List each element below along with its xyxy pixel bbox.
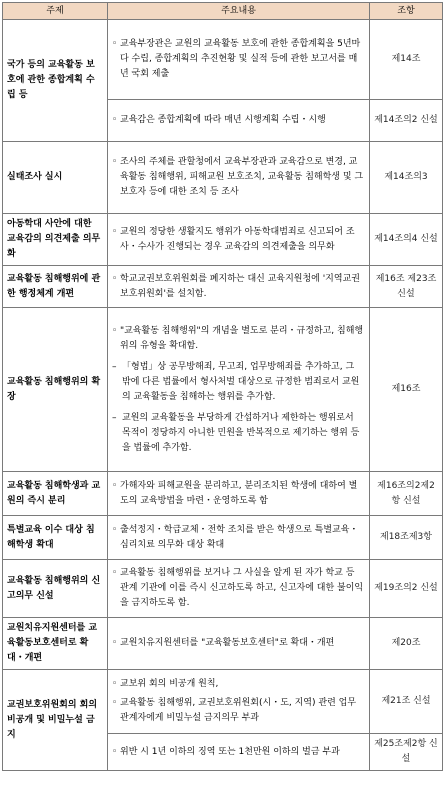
article-cell: 제16조 [370, 308, 443, 472]
topic-cell: 교육활동 침해행위의 확장 [3, 308, 108, 472]
content-cell: ◦ 위반 시 1년 이하의 징역 또는 1천만원 이하의 벌금 부과 [108, 734, 370, 771]
topic-cell: 특별교육 이수 대상 침해학생 확대 [3, 516, 108, 560]
table-row [3, 560, 443, 618]
content-text: 가해자와 피해교원을 분리하고, 분리조치된 학생에 대하여 별도의 교육방법을 마련・운영하도록 함 [120, 480, 358, 506]
article-cell: 제25조제2항 신설 [370, 734, 443, 771]
topic-cell: 국가 등의 교육활동 보호에 관한 종합계획 수립 등 [3, 20, 108, 142]
content-cell: ◦ 학교교권보호위원회를 폐지하는 대신 교육지원청에 '지역교권보호위원회'를 설치함. [108, 266, 370, 308]
table-row [3, 670, 443, 734]
content-text: 교원의 정당한 생활지도 행위가 아동학대범죄로 신고되어 조사・수사가 진행되는 경우 교육감의 의견제출을 의무화 [120, 226, 355, 252]
header-content: 주요내용 [108, 3, 370, 20]
content-cell: ◦ 교원의 정당한 생활지도 행위가 아동학대범죄로 신고되어 조사・수사가 진행되는 경우 교육감의 의견제출을 의무화 [108, 214, 370, 266]
content-text: 위반 시 1년 이하의 징역 또는 1천만원 이하의 벌금 부과 [120, 746, 340, 757]
article-cell: 제19조의2 신설 [370, 560, 443, 618]
content-text: 출석정지・학급교체・전학 조치를 받은 학생으로 특별교육・심리치료 의무화 대상 확대 [120, 524, 359, 550]
topic-cell: 실태조사 실시 [3, 142, 108, 214]
content-text: 교원치유지원센터를 "교육활동보호센터"로 확대・개편 [120, 638, 335, 648]
content-text: 교보위 회의 비공개 원칙, [120, 679, 219, 689]
content-text: 학교교권보호위원회를 폐지하는 대신 교육지원청에 '지역교권보호위원회'를 설치함. [120, 273, 360, 299]
content-text: 교육활동 침해행위를 보거나 그 사실을 알게 된 자가 학교 등 관계 기관에 이를 즉시 신고하도록 하고, 신고자에 대한 불이익을 금지하도록 함. [120, 568, 364, 608]
article-cell: 제14조 [370, 20, 443, 100]
content-text: 교육부장관은 교원의 교육활동 보호에 관한 종합계획을 5년마다 수립, 종합계획의 추진현황 및 실적 등에 관한 보고서를 매년 국회 제출 [120, 39, 361, 79]
topic-cell: 교육활동 침해학생과 교원의 즉시 분리 [3, 472, 108, 516]
table-row [3, 20, 443, 100]
content-cell: ◦ 출석정지・학급교체・전학 조치를 받은 학생으로 특별교육・심리치료 의무화 대상 확대 [108, 516, 370, 560]
table-row [3, 214, 443, 266]
content-cell: ◦ 교보위 회의 비공개 원칙, ◦ 교육활동 침해행위, 교권보호위원회(시・도, 지역) 관련 업무 관계자에게 비밀누설 금지의무 부과 [108, 670, 370, 734]
sub-item-text: 「형법」상 공무방해죄, 무고죄, 업무방해죄를 추가하고, 그 밖에 다른 법률에서 형사처벌 대상으로 규정한 범죄로서 교원의 교육활동을 침해하는 행위를 추가함. [122, 361, 360, 402]
sub-item-text: 교원의 교육활동을 부당하게 간섭하거나 제한하는 행위로서 목적이 정당하지 아니한 민원을 반복적으로 제기하는 행위 등을 법률에 추가함. [122, 412, 360, 453]
content-text: 조사의 주체를 관할청에서 교육부장관과 교육감으로 변경, 교육활동 침해행위, 피해교원 보호조치, 교육활동 침해학생 및 그 보호자 등에 대한 조치 등 조사 [120, 157, 364, 197]
content-text: 교육감은 종합계획에 따라 매년 시행계획 수립・시행 [120, 115, 326, 125]
content-cell: ◦ 조사의 주체를 관할청에서 교육부장관과 교육감으로 변경, 교육활동 침해행위, 피해교원 보호조치, 교육활동 침해학생 및 그 보호자 등에 대한 조치 등 조사 [108, 142, 370, 214]
content-cell: ◦ 교육부장관은 교원의 교육활동 보호에 관한 종합계획을 5년마다 수립, 종합계획의 추진현황 및 실적 등에 관한 보고서를 매년 국회 제출 [108, 20, 370, 100]
table-row [3, 266, 443, 308]
content-cell: ◦ 교육활동 침해행위를 보거나 그 사실을 알게 된 자가 학교 등 관계 기관에 이를 즉시 신고하도록 하고, 신고자에 대한 불이익을 금지하도록 함. [108, 560, 370, 618]
header-topic: 주제 [3, 3, 108, 20]
topic-cell: 교육활동 침해행위의 신고의무 신설 [3, 560, 108, 618]
content-cell: ◦ 가해자와 피해교원을 분리하고, 분리조치된 학생에 대하여 별도의 교육방법을 마련・운영하도록 함 [108, 472, 370, 516]
topic-cell: 아동학대 사안에 대한 교육감의 의견제출 의무화 [3, 214, 108, 266]
table-row [3, 516, 443, 560]
article-cell: 제20조 [370, 618, 443, 670]
content-cell: ◦ 교육감은 종합계획에 따라 매년 시행계획 수립・시행 [108, 100, 370, 142]
article-cell: 제14조의2 신설 [370, 100, 443, 142]
content-cell: ◦ 교원치유지원센터를 "교육활동보호센터"로 확대・개편 [108, 618, 370, 670]
table-row [3, 142, 443, 214]
article-cell: 제18조제3항 [370, 516, 443, 560]
article-cell: 제21조 신설 [370, 670, 443, 734]
article-cell: 제16조의2제2항 신설 [370, 472, 443, 516]
article-cell: 제14조의3 [370, 142, 443, 214]
topic-cell: 교권보호위원회의 회의 비공개 및 비밀누설 금지 [3, 670, 108, 771]
table-row [3, 472, 443, 516]
content-text: 교육활동 침해행위, 교권보호위원회(시・도, 지역) 관련 업무 관계자에게 비밀누설 금지의무 부과 [120, 698, 357, 723]
article-cell: 제14조의4 신설 [370, 214, 443, 266]
table-row [3, 618, 443, 670]
law-summary-table [2, 2, 443, 771]
table-row [3, 308, 443, 472]
header-row [3, 3, 443, 20]
content-text: "교육활동 침해행위"의 개념을 별도로 분리・규정하고, 침해행위의 유형을 확대함. [120, 325, 364, 351]
topic-cell: 교육활동 침해행위에 관한 행정체계 개편 [3, 266, 108, 308]
article-cell: 제16조 제23조 신설 [370, 266, 443, 308]
content-cell: ◦ "교육활동 침해행위"의 개념을 별도로 분리・규정하고, 침해행위의 유형을 확대함. – 「형법」상 공무방해죄, 무고죄, 업무방해죄를 추가하고, 그 밖에 다른 법률에서 형사처벌 대상으로 규정한 범죄로서 교원의 교육활동을 침해하는 행위를 추가함. – 교원의 교육활동을 부당하게 간섭하거나 제한하는 행위로서 목적이 정당하지 아니한 민원을 반복적으로 제기하는 행위 등을 법률에 추가함. [108, 308, 370, 472]
topic-cell: 교원치유지원센터를 교육활동보호센터로 확대・개편 [3, 618, 108, 670]
header-article: 조항 [370, 3, 443, 20]
